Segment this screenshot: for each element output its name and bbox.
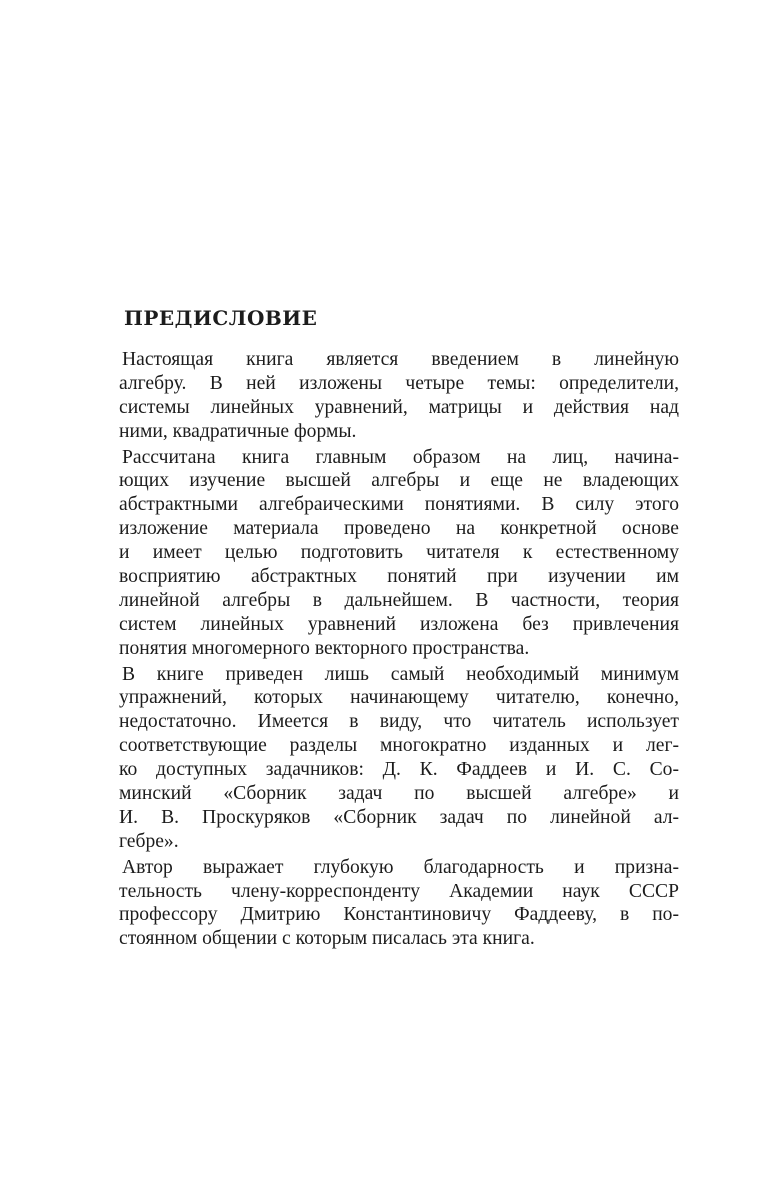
text-line: ющих изучение высшей алгебры и еще не владеющих xyxy=(119,470,679,492)
page-title: ПРЕДИСЛОВИЕ xyxy=(124,306,318,330)
text-line: минский «Сборник задач по высшей алгебре» и xyxy=(119,783,679,805)
text-line: восприятию абстрактных понятий при изучении им xyxy=(119,566,679,588)
paragraph-3 xyxy=(119,663,679,854)
text-line: И. В. Проскуряков «Сборник задач по линейной ал- xyxy=(119,806,679,828)
text-line: Автор выражает глубокую благодарность и призна- xyxy=(122,856,679,878)
text-line: линейной алгебры в дальнейшем. В частности, теория xyxy=(119,589,679,611)
text-line: алгебру. В ней изложены четыре темы: определители, xyxy=(119,372,679,394)
text-line: понятия многомерного векторного пространства. xyxy=(119,637,530,659)
paragraph-4 xyxy=(119,856,679,952)
text-line: изложение материала проведено на конкретной основе xyxy=(119,518,679,540)
paragraph-1 xyxy=(119,348,679,444)
text-line: тельность члену-корреспонденту Академии наук СССР xyxy=(119,880,679,902)
text-line: стоянном общении с которым писалась эта книга. xyxy=(119,928,535,950)
text-line: недостаточно. Имеется в виду, что читатель использует xyxy=(119,711,679,733)
text-line: системы линейных уравнений, матрицы и действия над xyxy=(119,396,679,418)
text-line: ко доступных задачников: Д. К. Фаддеев и И. С. Со- xyxy=(119,759,679,781)
paragraph-2 xyxy=(119,446,679,661)
text-line: гебре». xyxy=(119,830,179,852)
text-line: и имеет целью подготовить читателя к естественному xyxy=(119,542,679,564)
text-line: упражнений, которых начинающему читателю, конечно, xyxy=(119,687,679,709)
text-line: профессору Дмитрию Константиновичу Фаддееву, в по- xyxy=(119,904,679,926)
text-line: систем линейных уравнений изложена без привлечения xyxy=(119,613,679,635)
text-line: Настоящая книга является введением в линейную xyxy=(122,349,679,370)
preface-body xyxy=(119,348,679,953)
text-line: ними, квадратичные формы. xyxy=(119,420,357,442)
text-line: абстрактными алгебраическими понятиями. В силу этого xyxy=(119,494,679,516)
text-line: В книге приведен лишь самый необходимый минимум xyxy=(122,663,679,685)
text-line: соответствующие разделы многократно изданных и лег- xyxy=(119,735,679,757)
text-line: Рассчитана книга главным образом на лиц, начина- xyxy=(122,446,679,468)
